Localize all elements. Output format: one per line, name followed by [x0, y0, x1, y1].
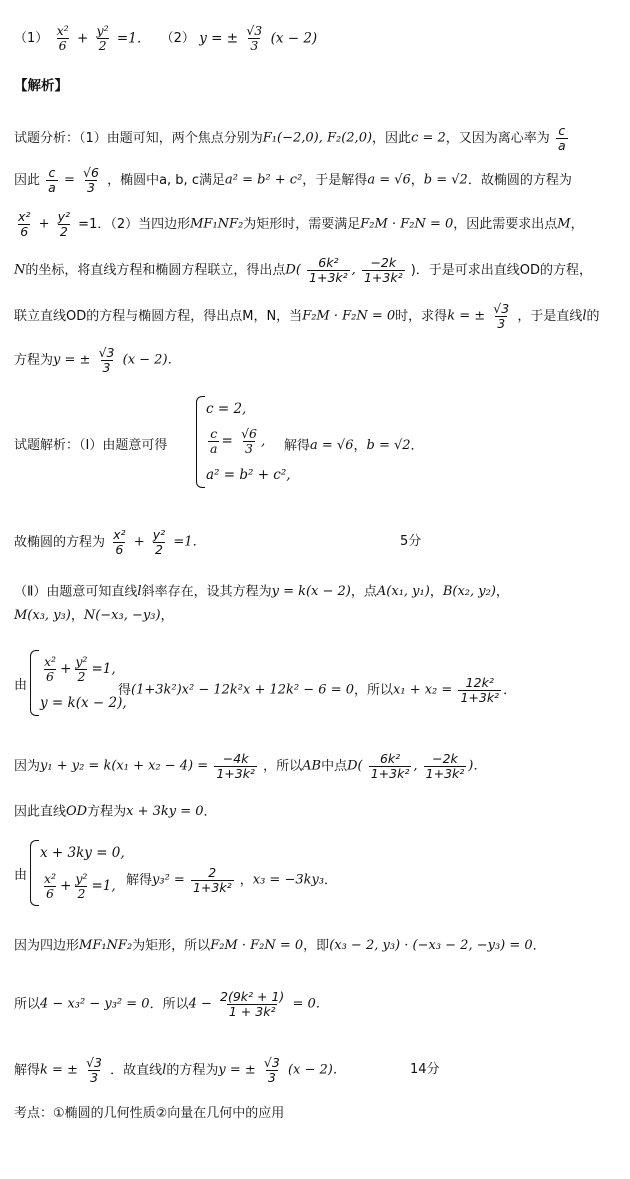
equation-system-3: x + 3ky = 0, $\frac{\text{x²}}{6}$ + $\frac{\text{y²}}{2}$ =1, — [30, 840, 120, 906]
equation-system-1: c = 2, $\frac{c}{a}$ = $\frac{√6}{3}$ , a² = b² + c², — [196, 396, 296, 488]
part2-line-1: （Ⅱ）由题意可知直线l斜率存在，设其方程为y = k(x − 2)，点A(x₁, y₁)，B(x₂, y₂)， — [14, 584, 509, 600]
kaodian: 考点：①椭圆的几何性质②向量在几何中的应用 — [14, 1106, 285, 1121]
fraction: $\frac{√3}{3}$ — [246, 23, 263, 53]
part2-line-2: M(x₃, y₃)，N(−x₃, −y₃)， — [14, 608, 174, 624]
fraction: $\frac{\text{x²}}{6}$ — [56, 23, 69, 53]
od-line: 因此直线OD方程为x + 3ky = 0． — [14, 804, 217, 820]
score-5: 5分 — [400, 534, 422, 549]
fraction: $\frac{\text{y²}}{2}$ — [96, 23, 109, 53]
equation-system-2: $\frac{\text{x²}}{6}$ + $\frac{\text{y²}}{2}$ =1, y = k(x − 2), — [30, 650, 120, 716]
analysis-line-3: $\frac{\text{x²}}{6}$ + $\frac{\text{y²}}{2}$ =1．（2）当四边形MF₁NF₂为矩形时，需要满足F₂M · F₂N = 0，因此需要求出点M， — [18, 209, 584, 239]
solution-solve: 解得a = √6，b = √2． — [284, 438, 424, 454]
you-label-2: 由 — [14, 868, 28, 883]
analysis-header: 【解析】 — [14, 78, 68, 94]
so-line: 所以4 − x₃² − y₃² = 0．所以4 − $\frac{\text{2(9k² + 1)}}{\text{1 + 3k²}}$ = 0． — [14, 989, 329, 1019]
part2-label: （2） — [160, 31, 195, 46]
score-14: 14分 — [410, 1062, 440, 1077]
final-line: 解得k = ± $\frac{√3}{3}$ ．故直线l的方程为y = ± $\frac{√3}{3}$ (x − 2)． — [14, 1055, 346, 1085]
midpoint-line: 因为y₁ + y₂ = k(x₁ + x₂ − 4) = $\frac{-4k}{\text{1+3k²}}$ ，所以AB中点D( $\frac{\text{6k²}}{\text{1+3k²}}$ , $\frac{-2k}{\text{1+3k²}}$ )． — [14, 751, 487, 781]
answer-line: （1） $\frac{\text{x²}}{6}$ + $\frac{\text{y²}}{2}$ =1． （2） y = ± $\frac{√3}{3}$ (x − 2) — [14, 23, 318, 53]
analysis-line-4: N的坐标，将直线方程和椭圆方程联立，得出点D( $\frac{\text{6k²}}{\text{1+3k²}}$ , $\frac{-2k}{\text{1+3k²}}$ )．于是可求出直线OD的方程， — [14, 255, 593, 285]
part1-label: （1） — [14, 31, 49, 46]
sys2-result: 得(1+3k²)x² − 12k²x + 12k² − 6 = 0，所以x₁ + x₂ = $\frac{\text{12k²}}{\text{1+3k²}}$ ． — [118, 675, 517, 705]
analysis-line-6: 方程为y = ± $\frac{√3}{3}$ (x − 2)． — [14, 345, 181, 375]
analysis-line-5: 联立直线OD的方程与椭圆方程，得出点M，N，当F₂M · F₂N = 0时，求得k = ± $\frac{√3}{3}$ ，于是直线l的 — [14, 301, 600, 331]
analysis-line-1: 试题分析：（1）由题可知，两个焦点分别为F₁(−2,0), F₂(2,0)，因此c = 2，又因为离心率为 $\frac{c}{a}$ — [14, 123, 566, 153]
rectangle-line: 因为四边形MF₁NF₂为矩形，所以F₂M · F₂N = 0，即(x₃ − 2, y₃) · (−x₃ − 2, −y₃) = 0． — [14, 938, 546, 954]
you-label: 由 — [14, 678, 28, 693]
sys3-result: 解得y₃² = $\frac{2}{\text{1+3k²}}$ ，x₃ = −3ky₃． — [126, 865, 338, 895]
solution-intro: 试题解析：（Ⅰ）由题意可得 — [14, 438, 168, 453]
analysis-line-2: 因此 $\frac{c}{a}$ = $\frac{√6}{3}$ ，椭圆中a, b, c满足a² = b² + c²，于是解得a = √6，b = √2．故椭圆的方程为 — [14, 165, 572, 195]
solution-ellipse: 故椭圆的方程为 $\frac{\text{x²}}{6}$ + $\frac{\text{y²}}{2}$ =1． — [14, 527, 206, 557]
